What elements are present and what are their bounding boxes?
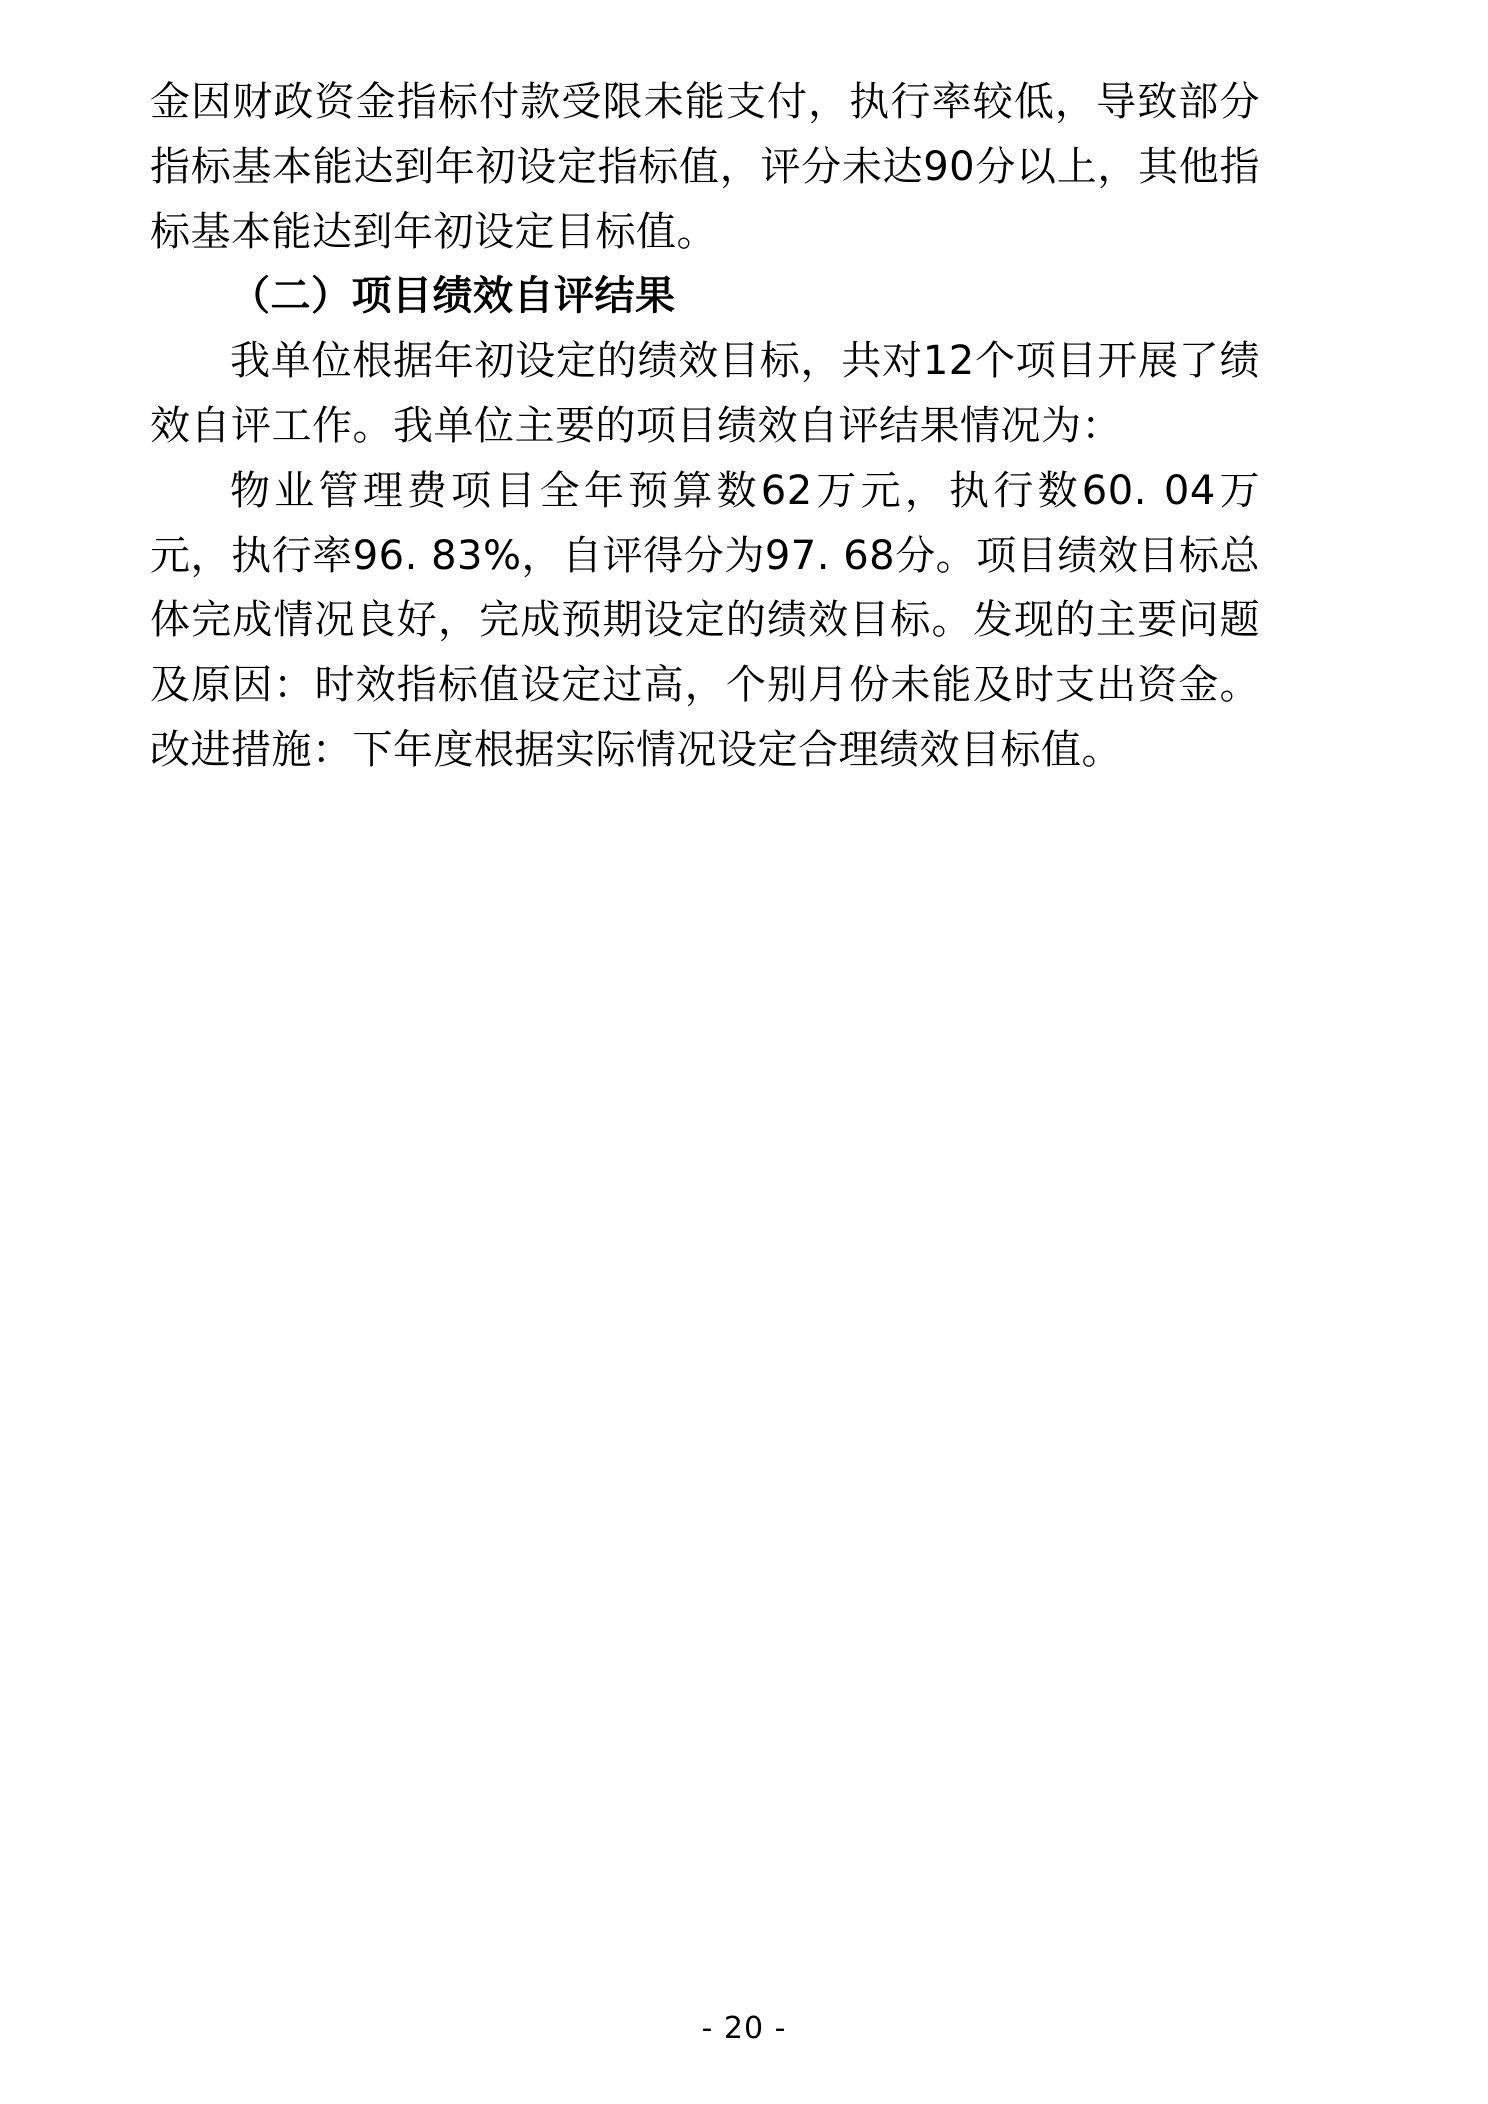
page-number: - 20 - bbox=[701, 2011, 787, 2046]
document-body bbox=[150, 70, 1260, 783]
page-footer bbox=[0, 2011, 1488, 2046]
section-heading: （二）项目绩效自评结果 bbox=[230, 273, 676, 320]
paragraph-self-evaluation-scope: 我单位根据年初设定的绩效目标，共对12个项目开展了绩效自评工作。我单位主要的项目绩效自评结果情况为： bbox=[150, 338, 1260, 449]
paragraph-continuation: 金因财政资金指标付款受限未能支付，执行率较低，导致部分指标基本能达到年初设定指标值，评分未达90分以上，其他指标基本能达到年初设定目标值。 bbox=[150, 79, 1260, 255]
paragraph-property-management-fee: 物业管理费项目全年预算数62万元，执行数60. 04万元，执行率96. 83%，自评得分为97. 68分。项目绩效目标总体完成情况良好，完成预期设定的绩效目标。发现的主要问题及原因：时效指标值设定过高，个别月份未能及时支出资金。改进措施：下年度根据实际情况设定合理绩效目标值。 bbox=[150, 467, 1260, 773]
